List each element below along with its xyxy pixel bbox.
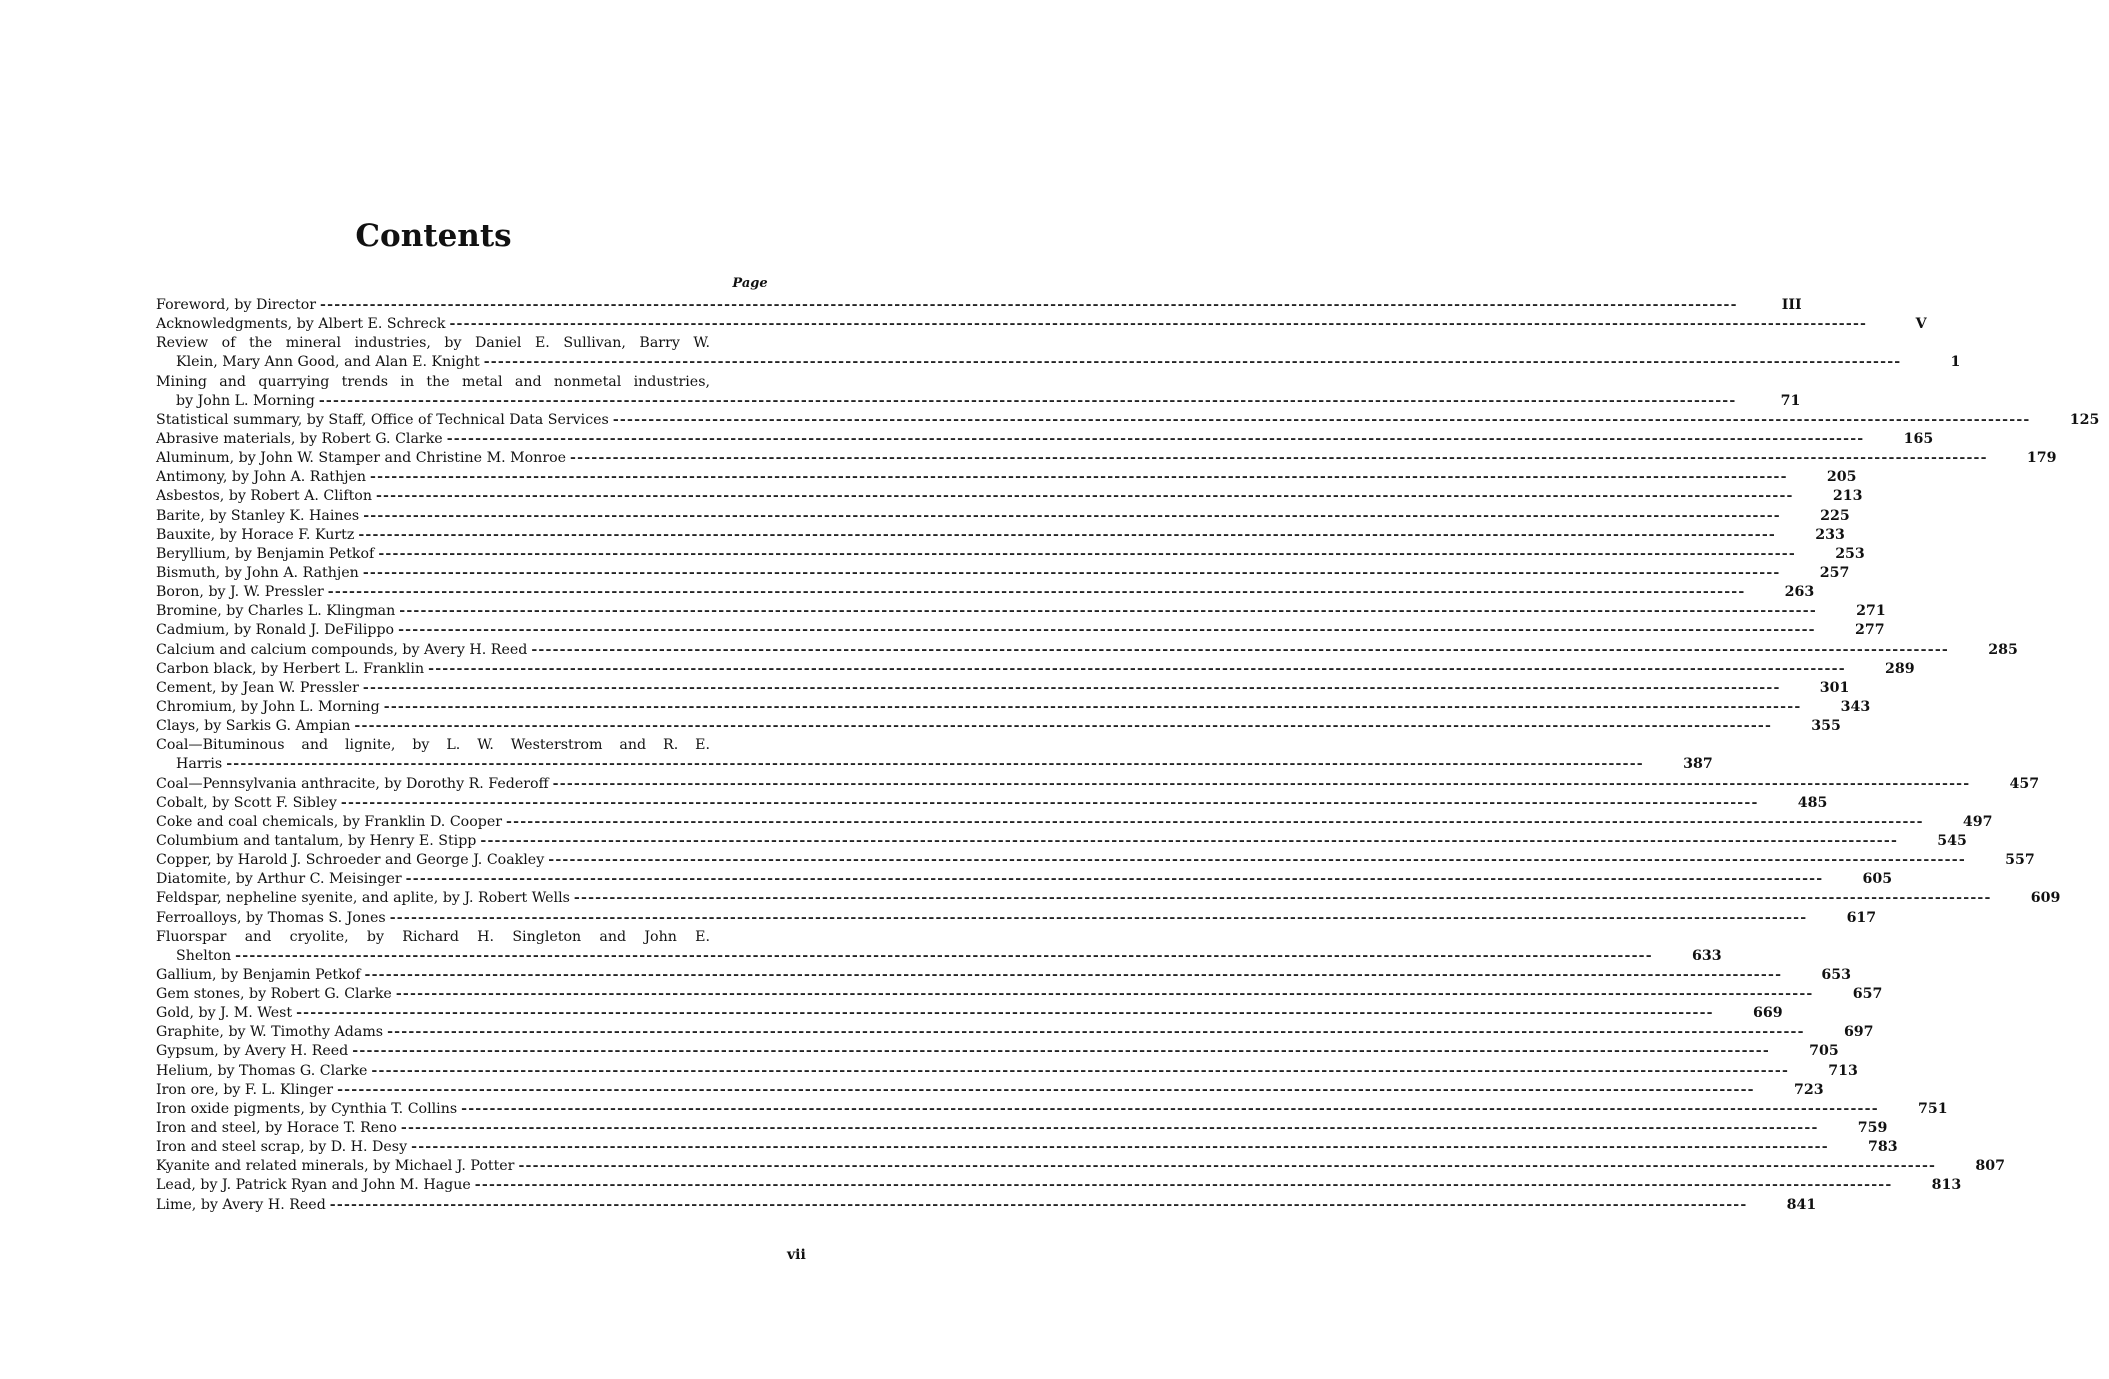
toc-entry <box>156 526 1845 545</box>
toc-entry-title: Antimony, by John A. Rathjen <box>156 469 367 486</box>
dot-leader: -------------------------------------------------------------------------------------------------------------------------------------------------------------------------------------------------------- <box>296 1005 1714 1022</box>
toc-entry-title: Barite, by Stanley K. Haines <box>156 507 360 524</box>
toc-entry <box>156 1004 1783 1023</box>
toc-entry <box>156 583 1815 602</box>
dot-leader: -------------------------------------------------------------------------------------------------------------------------------------------------------------------------------------------------------- <box>548 852 1966 869</box>
toc-entry-page: 343 <box>1840 698 1871 715</box>
toc-entry-page: III <box>1781 297 1802 313</box>
toc-entry <box>156 889 2061 908</box>
table-of-contents <box>156 296 2100 1215</box>
toc-entry-title: Klein, Mary Ann Good, and Alan E. Knight <box>176 354 480 371</box>
dot-leader: -------------------------------------------------------------------------------------------------------------------------------------------------------------------------------------------------------- <box>318 392 1737 409</box>
dot-leader: -------------------------------------------------------------------------------------------------------------------------------------------------------------------------------------------------------- <box>352 1043 1770 1060</box>
toc-entry-title: Graphite, by W. Timothy Adams <box>156 1024 384 1041</box>
dot-leader: -------------------------------------------------------------------------------------------------------------------------------------------------------------------------------------------------------- <box>480 832 1899 849</box>
dot-leader: -------------------------------------------------------------------------------------------------------------------------------------------------------------------------------------------------------- <box>354 718 1773 735</box>
dot-leader: -------------------------------------------------------------------------------------------------------------------------------------------------------------------------------------------------------- <box>375 488 1794 505</box>
toc-entry <box>156 564 1850 583</box>
toc-entry <box>156 641 2018 660</box>
toc-entry-page: 285 <box>1988 641 2018 658</box>
toc-entry <box>156 315 1927 334</box>
toc-entry-title: Mining and quarrying trends in the metal and nonmetal industries, <box>156 373 710 390</box>
toc-entry-title: Feldspar, nepheline syenite, and aplite, by J. Robert Wells <box>156 890 570 907</box>
toc-entry <box>156 507 1850 526</box>
toc-entry <box>156 1196 1817 1215</box>
toc-entry <box>156 1042 1839 1061</box>
toc-entry <box>156 545 1865 564</box>
toc-entry-title: Clays, by Sarkis G. Ampian <box>156 718 351 735</box>
dot-leader: -------------------------------------------------------------------------------------------------------------------------------------------------------------------------------------------------------- <box>400 1120 1819 1137</box>
toc-entry-title: by John L. Morning <box>176 392 315 409</box>
toc-entry-page: 225 <box>1820 507 1850 524</box>
toc-entry-page: 179 <box>2026 450 2057 467</box>
toc-entry-page: 609 <box>2030 890 2061 907</box>
toc-entry-page: 205 <box>1826 469 1857 486</box>
toc-entry-page: 751 <box>1918 1100 1948 1117</box>
toc-entry-title: Cement, by Jean W. Pressler <box>156 679 359 696</box>
toc-entry-title: Iron and steel, by Horace T. Reno <box>156 1120 397 1137</box>
toc-entry <box>156 717 1841 736</box>
toc-entry <box>156 621 1885 640</box>
page-column-header: Page <box>732 276 768 291</box>
toc-entry-page: 263 <box>1784 584 1815 601</box>
toc-entry-page: 271 <box>1856 603 1886 620</box>
dot-leader: -------------------------------------------------------------------------------------------------------------------------------------------------------------------------------------------------------- <box>573 890 1992 907</box>
toc-entry-page: 485 <box>1797 794 1828 811</box>
toc-entry <box>156 832 1967 851</box>
toc-entry-title: Beryllium, by Benjamin Petkof <box>156 545 375 562</box>
dot-leader: -------------------------------------------------------------------------------------------------------------------------------------------------------------------------------------------------------- <box>398 622 1816 639</box>
toc-entry-page: 657 <box>1852 986 1883 1003</box>
toc-entry <box>156 909 1877 928</box>
toc-entry-title: Iron and steel scrap, by D. H. Desy <box>156 1139 408 1156</box>
dot-leader: -------------------------------------------------------------------------------------------------------------------------------------------------------------------------------------------------------- <box>378 545 1796 562</box>
dot-leader: -------------------------------------------------------------------------------------------------------------------------------------------------------------------------------------------------------- <box>405 871 1824 888</box>
toc-entry <box>156 296 1802 315</box>
toc-entry-title: Gallium, by Benjamin Petkof <box>156 966 361 983</box>
toc-entry-title: Carbon black, by Herbert L. Franklin <box>156 660 425 677</box>
toc-entry <box>156 928 1722 966</box>
toc-entry-title: Bromine, by Charles L. Klingman <box>156 603 396 620</box>
toc-entry-title: Shelton <box>176 947 232 964</box>
toc-entry-page: 1 <box>1950 354 1961 371</box>
toc-entry-title: Gold, by J. M. West <box>156 1005 293 1022</box>
toc-entry-page: 669 <box>1752 1005 1783 1022</box>
dot-leader: -------------------------------------------------------------------------------------------------------------------------------------------------------------------------------------------------------- <box>371 1062 1790 1079</box>
toc-entry-page: 783 <box>1867 1139 1898 1156</box>
toc-entry <box>156 1176 1962 1195</box>
dot-leader: -------------------------------------------------------------------------------------------------------------------------------------------------------------------------------------------------------- <box>389 909 1808 926</box>
dot-leader: -------------------------------------------------------------------------------------------------------------------------------------------------------------------------------------------------------- <box>364 966 1783 983</box>
toc-entry-page: 165 <box>1903 430 1934 447</box>
toc-entry-title: Bauxite, by Horace F. Kurtz <box>156 526 355 543</box>
toc-entry-page: 213 <box>1832 488 1863 505</box>
toc-entry <box>156 813 1993 832</box>
toc-entry-page: 713 <box>1828 1062 1858 1079</box>
toc-entry-title: Asbestos, by Robert A. Clifton <box>156 488 372 505</box>
toc-entry <box>156 679 1850 698</box>
toc-entry-title: Review of the mineral industries, by Daniel E. Sullivan, Barry W. <box>156 335 710 352</box>
dot-leader: -------------------------------------------------------------------------------------------------------------------------------------------------------------------------------------------------------- <box>395 986 1814 1003</box>
toc-entry-page: 125 <box>2069 411 2100 428</box>
toc-entry <box>156 602 1886 621</box>
toc-entry-title: Harris <box>176 756 223 773</box>
toc-entry-page: 545 <box>1937 832 1967 849</box>
dot-leader: -------------------------------------------------------------------------------------------------------------------------------------------------------------------------------------------------------- <box>446 430 1865 447</box>
toc-entry <box>156 1081 1824 1100</box>
toc-entry-page: 71 <box>1780 392 1801 409</box>
dot-leader: -------------------------------------------------------------------------------------------------------------------------------------------------------------------------------------------------------- <box>612 411 2031 428</box>
toc-entry-title: Aluminum, by John W. Stamper and Christine M. Monroe <box>156 450 567 467</box>
toc-entry-title: Bismuth, by John A. Rathjen <box>156 564 359 581</box>
dot-leader: -------------------------------------------------------------------------------------------------------------------------------------------------------------------------------------------------------- <box>552 775 1971 792</box>
toc-entry <box>156 449 2057 468</box>
toc-entry-title: Boron, by J. W. Pressler <box>156 584 324 601</box>
toc-entry <box>156 334 1961 372</box>
toc-entry-page: 807 <box>1975 1158 2005 1175</box>
toc-entry <box>156 430 1934 449</box>
toc-entry-page: 387 <box>1683 756 1713 773</box>
dot-leader: -------------------------------------------------------------------------------------------------------------------------------------------------------------------------------------------------------- <box>474 1177 1893 1194</box>
toc-entry-page: 277 <box>1854 622 1885 639</box>
toc-entry-title: Fluorspar and cryolite, by Richard H. Singleton and John E. <box>156 928 710 945</box>
toc-entry-title: Abrasive materials, by Robert G. Clarke <box>156 430 443 447</box>
toc-entry-page: 633 <box>1692 947 1722 964</box>
toc-entry <box>156 851 2035 870</box>
dot-leader: -------------------------------------------------------------------------------------------------------------------------------------------------------------------------------------------------------- <box>329 1196 1748 1213</box>
dot-leader: -------------------------------------------------------------------------------------------------------------------------------------------------------------------------------------------------------- <box>411 1139 1829 1156</box>
toc-entry-page: 759 <box>1857 1120 1888 1137</box>
toc-entry-title: Cobalt, by Scott F. Sibley <box>156 794 337 811</box>
toc-entry-page: 557 <box>2005 852 2035 869</box>
toc-entry-page: 605 <box>1862 871 1893 888</box>
toc-entry-title: Ferroalloys, by Thomas S. Jones <box>156 909 386 926</box>
toc-entry-title: Gypsum, by Avery H. Reed <box>156 1043 349 1060</box>
toc-entry <box>156 985 1883 1004</box>
toc-entry-title: Columbium and tantalum, by Henry E. Stipp <box>156 832 477 849</box>
dot-leader: -------------------------------------------------------------------------------------------------------------------------------------------------------------------------------------------------------- <box>461 1100 1879 1117</box>
toc-entry-title: Chromium, by John L. Morning <box>156 698 380 715</box>
toc-entry-page: 301 <box>1819 679 1850 696</box>
toc-entry-title: Helium, by Thomas G. Clarke <box>156 1062 368 1079</box>
dot-leader: -------------------------------------------------------------------------------------------------------------------------------------------------------------------------------------------------------- <box>383 698 1802 715</box>
toc-entry-title: Iron oxide pigments, by Cynthia T. Collins <box>156 1100 458 1117</box>
toc-entry-page: 813 <box>1931 1177 1962 1194</box>
toc-entry-page: 841 <box>1786 1196 1817 1213</box>
dot-leader: -------------------------------------------------------------------------------------------------------------------------------------------------------------------------------------------------------- <box>362 564 1781 581</box>
toc-entry-page: 617 <box>1846 909 1877 926</box>
toc-entry-page: 653 <box>1821 966 1851 983</box>
dot-leader: -------------------------------------------------------------------------------------------------------------------------------------------------------------------------------------------------------- <box>506 813 1924 830</box>
toc-entry <box>156 775 2040 794</box>
dot-leader: -------------------------------------------------------------------------------------------------------------------------------------------------------------------------------------------------------- <box>570 450 1988 467</box>
dot-leader: -------------------------------------------------------------------------------------------------------------------------------------------------------------------------------------------------------- <box>449 316 1868 333</box>
dot-leader: -------------------------------------------------------------------------------------------------------------------------------------------------------------------------------------------------------- <box>428 660 1846 677</box>
toc-entry <box>156 1062 1858 1081</box>
toc-entry-page: 257 <box>1819 564 1850 581</box>
dot-leader: -------------------------------------------------------------------------------------------------------------------------------------------------------------------------------------------------------- <box>327 584 1746 601</box>
dot-leader: -------------------------------------------------------------------------------------------------------------------------------------------------------------------------------------------------------- <box>363 507 1781 524</box>
toc-entry-title: Gem stones, by Robert G. Clarke <box>156 986 392 1003</box>
toc-entry-page: 497 <box>1962 813 1993 830</box>
dot-leader: -------------------------------------------------------------------------------------------------------------------------------------------------------------------------------------------------------- <box>340 794 1759 811</box>
toc-entry-page: 457 <box>2009 775 2040 792</box>
toc-entry <box>156 1023 1874 1042</box>
toc-entry <box>156 870 1893 889</box>
toc-entry <box>156 1100 1948 1119</box>
dot-leader: -------------------------------------------------------------------------------------------------------------------------------------------------------------------------------------------------------- <box>235 947 1653 964</box>
dot-leader: -------------------------------------------------------------------------------------------------------------------------------------------------------------------------------------------------------- <box>320 297 1738 313</box>
toc-entry <box>156 487 1863 506</box>
toc-entry-title: Coke and coal chemicals, by Franklin D. Cooper <box>156 813 503 830</box>
dot-leader: -------------------------------------------------------------------------------------------------------------------------------------------------------------------------------------------------------- <box>387 1024 1805 1041</box>
toc-entry <box>156 373 1801 411</box>
toc-entry-title: Acknowledgments, by Albert E. Schreck <box>156 316 446 333</box>
toc-entry-title: Lime, by Avery H. Reed <box>156 1196 326 1213</box>
toc-entry-page: 697 <box>1843 1024 1874 1041</box>
toc-entry-page: 289 <box>1884 660 1915 677</box>
toc-entry-page: 355 <box>1811 718 1841 735</box>
toc-entry <box>156 736 1713 774</box>
page-title: Contents <box>355 218 512 254</box>
toc-entry <box>156 698 1871 717</box>
dot-leader: -------------------------------------------------------------------------------------------------------------------------------------------------------------------------------------------------------- <box>531 641 1950 658</box>
dot-leader: -------------------------------------------------------------------------------------------------------------------------------------------------------------------------------------------------------- <box>362 679 1781 696</box>
toc-entry-page: 705 <box>1809 1043 1839 1060</box>
toc-entry-title: Diatomite, by Arthur C. Meisinger <box>156 871 402 888</box>
toc-entry <box>156 966 1851 985</box>
toc-entry-title: Calcium and calcium compounds, by Avery H. Reed <box>156 641 528 658</box>
page-number: vii <box>787 1247 806 1263</box>
toc-entry-page: 723 <box>1793 1081 1824 1098</box>
toc-entry-page: V <box>1915 316 1927 333</box>
toc-entry-title: Kyanite and related minerals, by Michael J. Potter <box>156 1158 515 1175</box>
toc-entry-title: Iron ore, by F. L. Klinger <box>156 1081 334 1098</box>
toc-entry-page: 253 <box>1835 545 1865 562</box>
toc-entry-title: Copper, by Harold J. Schroeder and George J. Coakley <box>156 852 545 869</box>
toc-entry-title: Statistical summary, by Staff, Office of Technical Data Services <box>156 411 609 428</box>
dot-leader: -------------------------------------------------------------------------------------------------------------------------------------------------------------------------------------------------------- <box>358 526 1777 543</box>
dot-leader: -------------------------------------------------------------------------------------------------------------------------------------------------------------------------------------------------------- <box>483 354 1902 371</box>
toc-entry-title: Foreword, by Director <box>156 297 317 313</box>
toc-entry-title: Coal—Pennsylvania anthracite, by Dorothy R. Federoff <box>156 775 549 792</box>
toc-entry <box>156 468 1857 487</box>
dot-leader: -------------------------------------------------------------------------------------------------------------------------------------------------------------------------------------------------------- <box>399 603 1817 620</box>
toc-entry-title: Cadmium, by Ronald J. DeFilippo <box>156 622 395 639</box>
toc-entry <box>156 794 1828 813</box>
dot-leader: -------------------------------------------------------------------------------------------------------------------------------------------------------------------------------------------------------- <box>370 469 1788 486</box>
toc-entry <box>156 1157 2005 1176</box>
toc-entry <box>156 1119 1888 1138</box>
toc-entry <box>156 411 2100 430</box>
toc-entry-title: Lead, by J. Patrick Ryan and John M. Hague <box>156 1177 471 1194</box>
dot-leader: -------------------------------------------------------------------------------------------------------------------------------------------------------------------------------------------------------- <box>337 1081 1755 1098</box>
toc-entry-title: Coal—Bituminous and lignite, by L. W. Westerstrom and R. E. <box>156 737 710 754</box>
toc-entry <box>156 660 1915 679</box>
toc-entry <box>156 1138 1898 1157</box>
dot-leader: -------------------------------------------------------------------------------------------------------------------------------------------------------------------------------------------------------- <box>226 756 1644 773</box>
dot-leader: -------------------------------------------------------------------------------------------------------------------------------------------------------------------------------------------------------- <box>518 1158 1937 1175</box>
toc-entry-page: 233 <box>1815 526 1845 543</box>
